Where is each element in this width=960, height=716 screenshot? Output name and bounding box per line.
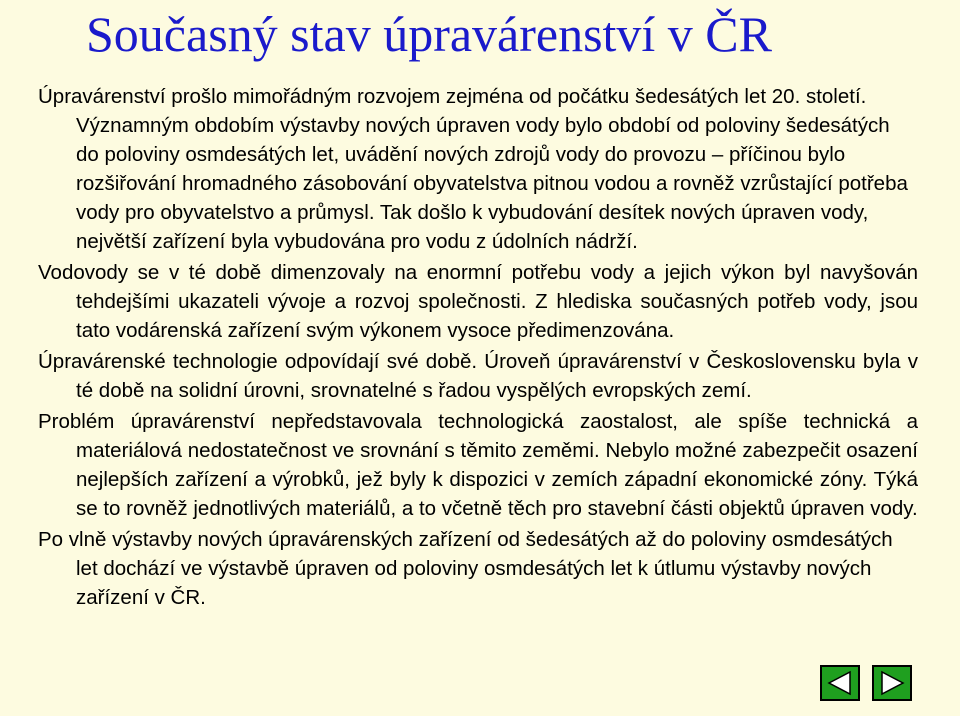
arrow-left-icon — [822, 667, 858, 699]
slide-body — [38, 82, 918, 716]
paragraph-problem: Problém úpravárenství nepředstavovala technologická zaostalost, ale spíše technická a materiálová nedostatečnost ve srovnání s těmito zeměmi. Nebylo možné zabezpečit osazení nejlepších zařízení a výrobků, jež byly k dispozici v zemích západní ekonomické zóny. Týká se to rovněž jednotlivých materiálů, a to včetně těch pro stavební části objektů úpraven vody. — [38, 410, 918, 520]
slide-title: Současný stav úpravárenství v ČR — [86, 6, 773, 62]
paragraph-dimensioning: Vodovody se v té době dimenzovaly na enormní potřebu vody a jejich výkon byl navyšován tehdejšími ukazateli vývoje a rozvoj společnosti. Z hlediska současných potřeb vody, jsou tato vodárenská zařízení svým výkonem vysoce předimenzována. — [38, 261, 918, 342]
previous-slide-button[interactable] — [820, 665, 860, 701]
paragraph-history: Úpravárenství prošlo mimořádným rozvojem zejména od počátku šedesátých let 20. století. Významným obdobím výstavby nových úpraven vody bylo období od poloviny šedesátých do poloviny osmdesátých let, uvádění nových zdrojů vody do provozu – příčinou bylo rozšiřování hromadného zásobování obyvatelstva pitnou vodou a rovněž vzrůstající potřeba vody pro obyvatelstvo a průmysl. Tak došlo k vybudování desítek nových úpraven vody, největší zařízení byla vybudována pro vodu z údolních nádrží. — [38, 85, 908, 253]
paragraph-construction-wave: Po vlně výstavby nových úpravárenských zařízení od šedesátých až do poloviny osmdesátých let dochází ve výstavbě úpraven od poloviny osmdesátých let k útlumu výstavby nových zařízení v ČR. — [38, 528, 893, 609]
arrow-right-icon — [874, 667, 910, 699]
paragraph-technology-level: Úpravárenské technologie odpovídají své době. Úroveň úpravárenství v Československu byla v té době na solidní úrovni, srovnatelné s řadou vyspělých evropských zemí. — [38, 350, 918, 402]
next-slide-button[interactable] — [872, 665, 912, 701]
